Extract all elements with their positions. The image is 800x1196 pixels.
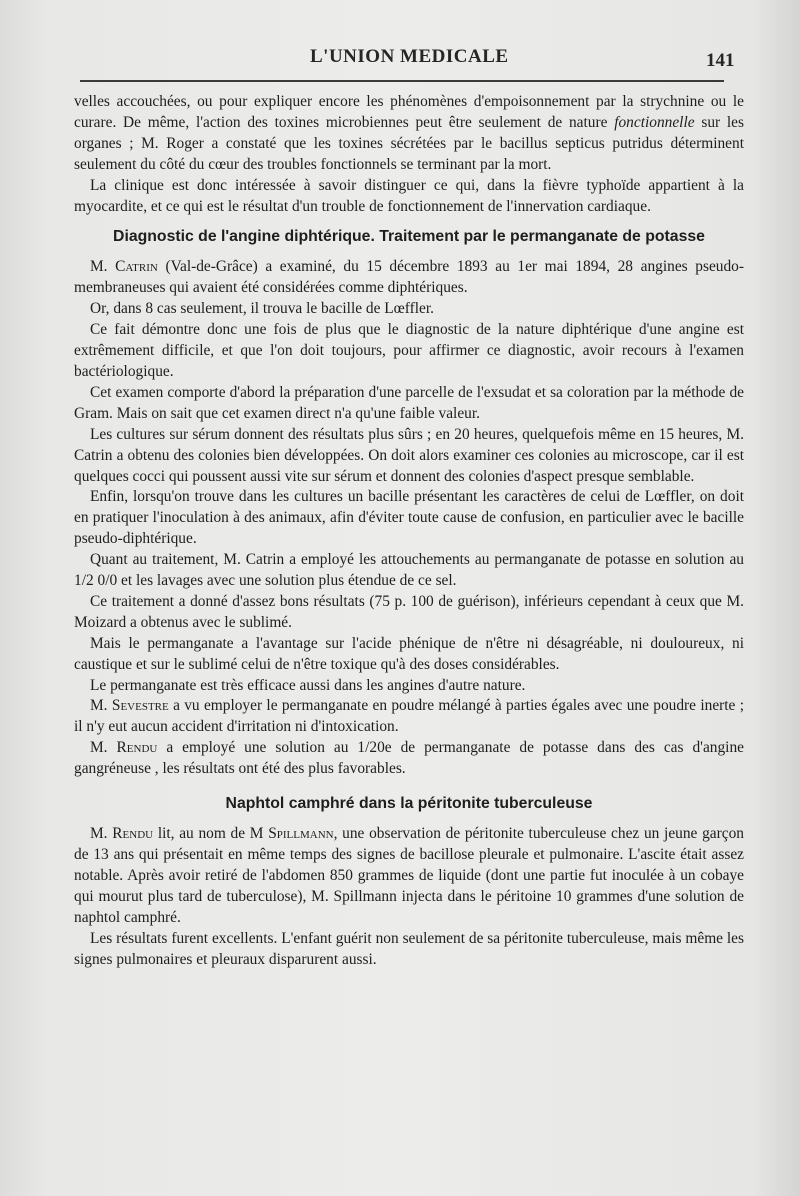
page-number: 141 — [706, 50, 735, 71]
paragraph-13: M. Sevestre a vu employer le permanganate en poudre mélangé à parties égales avec une poudre inerte ; il n'y eut aucun accident d'irritation ni d'intoxication. — [74, 697, 744, 736]
paragraph-11: Mais le permanganate a l'avantage sur l'acide phénique de n'être ni désagréable, ni douloureux, ni caustique et sur le sublimé celui de n'être toxique qu'à des doses considérables. — [74, 634, 744, 673]
paragraph-4: Or, dans 8 cas seulement, il trouva le bacille de Lœffler. — [90, 300, 434, 318]
author-name: Sevestre — [111, 697, 169, 715]
paragraph-8: Enfin, lorsqu'on trouve dans les cultures un bacille présentant les caractères de celui de Lœffler, on doit en pratiquer l'inoculation à des animaux, afin d'éviter toute cause de confusion, en particulier avec le bacille pseudo-diphtérique. — [74, 488, 744, 548]
paragraph-12: Le permanganate est très efficace aussi dans les angines d'autre nature. — [90, 676, 526, 694]
running-title: L'UNION MEDICALE — [310, 46, 509, 67]
paragraph-15: M. Rendu lit, au nom de M Spillmann, une observation de péritonite tuberculeuse chez un jeune garçon de 13 ans qui présentait en même temps des signes de bacillose pleurale et pulmonaire. L'ascite était assez notable. Après avoir retiré de l'abdomen 850 grammes de liquide (dont une partie fut inoculée à un cobaye qui mourut plus tard de tuberculose), M. Spillmann injecta dans le péritoine 10 grammes d'une solution de naphtol camphré. — [74, 825, 744, 926]
emphasis-fonctionnelle: fonctionnelle — [614, 113, 695, 131]
author-name: Rendu — [112, 825, 154, 843]
author-name: Catrin — [115, 258, 158, 276]
paragraph-14: M. Rendu a employé une solution au 1/20e de permanganate de potasse dans des cas d'angine gangréneuse , les résultats ont été des plus favorables. — [74, 739, 744, 778]
section-heading-diphtheria: Diagnostic de l'angine diphtérique. Traitement par le permanganate de potasse — [113, 228, 705, 246]
author-name: Spillmann — [268, 825, 334, 843]
paragraph-9: Quant au traitement, M. Catrin a employé les attouchements au permanganate de potasse en solution au 1/2 0/0 et les lavages avec une solution plus étendue de ce sel. — [74, 551, 744, 590]
paragraph-2: La clinique est donc intéressée à savoir distinguer ce qui, dans la fièvre typhoïde appartient à la myocardite, et ce qui est le résultat d'un trouble de fonctionnement de l'innervation cardiaque. — [74, 176, 744, 215]
header-rule — [80, 80, 724, 82]
body-text — [74, 92, 744, 970]
page-header — [0, 44, 800, 80]
author-name: Rendu — [116, 739, 158, 757]
paragraph-5: Ce fait démontre donc une fois de plus que le diagnostic de la nature diphtérique d'une angine est extrêmement difficile, et que l'on doit toujours, pour affirmer ce diagnostic, avoir recours à l'examen bactériologique. — [74, 321, 744, 380]
paragraph-1: velles accouchées, ou pour expliquer encore les phénomènes d'empoisonnement par la strychnine ou le curare. De même, l'action des toxines microbiennes peut être seulement de nature fonctionnelle sur les organes ; M. Roger a constaté que les toxines sécrétées par le bacillus septicus putridus déterminent seulement du côté du cœur des troubles fonctionnels se terminant par la mort. — [74, 93, 744, 173]
paragraph-3: M. Catrin (Val-de-Grâce) a examiné, du 15 décembre 1893 au 1er mai 1894, 28 angines pseudo-membraneuses qui avaient été considérées comme diphtériques. — [74, 258, 744, 297]
paragraph-6: Cet examen comporte d'abord la préparation d'une parcelle de l'exsudat et sa coloration par la méthode de Gram. Mais on sait que cet examen direct n'a qu'une faible valeur. — [74, 383, 744, 422]
paragraph-16: Les résultats furent excellents. L'enfant guérit non seulement de sa péritonite tuberculeuse, mais même les signes pulmonaires et pleuraux disparurent aussi. — [74, 929, 744, 968]
paragraph-7: Les cultures sur sérum donnent des résultats plus sûrs ; en 20 heures, quelquefois même en 15 heures, M. Catrin a obtenu des colonies bien développées. On doit alors examiner ces colonies au microscope, car il est quelques cocci qui poussent aussi vite sur sérum et donnent des colonies d'aspect presque semblable. — [74, 425, 744, 485]
paragraph-10: Ce traitement a donné d'assez bons résultats (75 p. 100 de guérison), inférieurs cependant à ceux que M. Moizard a obtenus avec le sublimé. — [74, 592, 744, 631]
section-heading-naphtol: Naphtol camphré dans la péritonite tuberculeuse — [225, 795, 593, 813]
